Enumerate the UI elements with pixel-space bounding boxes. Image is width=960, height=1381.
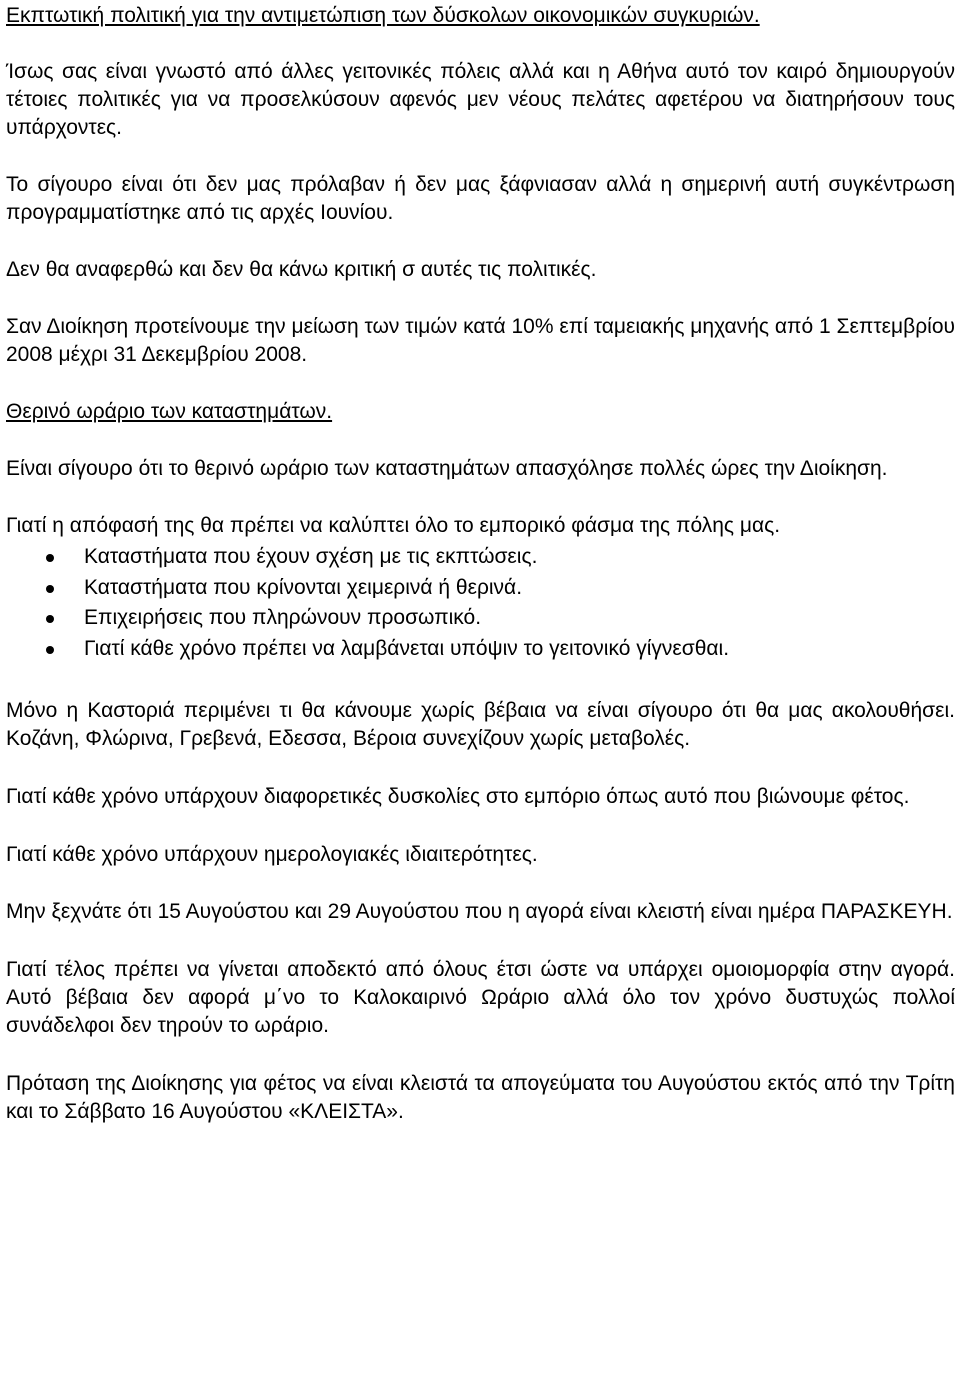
list-item: Γιατί κάθε χρόνο πρέπει να λαμβάνεται υπόψιν το γειτονικό γίγνεσθαι. (6, 634, 955, 665)
paragraph-kastoria-neighbors: Μόνο η Καστοριά περιμένει τι θα κάνουμε χωρίς βέβαια να είναι σίγουρο ότι θα μας ακολουθήσει. Κοζάνη, Φλώρινα, Γρεβενά, Εδεσσα, Βέροια συνεχίζουν χωρίς μεταβολές. (6, 699, 955, 750)
paragraph-yearly-difficulties: Γιατί κάθε χρόνο υπάρχουν διαφορετικές δυσκολίες στο εμπόριο όπως αυτό που βιώνουμε φέτος. (6, 785, 910, 808)
paragraph-summer-hours-administration: Είναι σίγουρο ότι το θερινό ωράριο των καταστημάτων απασχόλησε πολλές ώρες την Διοίκηση. (6, 457, 888, 480)
document-page (6, 0, 955, 1126)
paragraph-calendar-particularities: Γιατί κάθε χρόνο υπάρχουν ημερολογιακές ιδιαιτερότητες. (6, 843, 538, 866)
list-item: Καταστήματα που έχουν σχέση με τις εκπτώσεις. (6, 542, 955, 573)
paragraph-price-reduction-proposal: Σαν Διοίκηση προτείνουμε την μείωση των τιμών κατά 10% επί ταμειακής μηχανής από 1 Σεπτεμβρίου 2008 μέχρι 31 Δεκεμβρίου 2008. (6, 315, 955, 366)
bullet-dot-icon (46, 554, 54, 562)
subheading-summer-hours: Θερινό ωράριο των καταστημάτων. (6, 400, 333, 423)
paragraph-administration-proposal: Πρόταση της Διοίκησης για φέτος να είναι κλειστά τα απογεύματα του Αυγούστου εκτός από την Τρίτη και το Σάββατο 16 Αυγούστου «ΚΛΕΙΣΤΑ». (6, 1072, 955, 1123)
list-item: Επιχειρήσεις που πληρώνουν προσωπικό. (6, 603, 955, 634)
bullet-dot-icon (46, 585, 54, 593)
bullet-dot-icon (46, 615, 54, 623)
paragraph-august-holidays: Μην ξεχνάτε ότι 15 Αυγούστου και 29 Αυγούστου που η αγορά είναι κλειστή είναι ημέρα ΠΑΡΑΣΚΕΥΗ. (6, 900, 953, 923)
paragraph-meeting-scheduled: Το σίγουρο είναι ότι δεν μας πρόλαβαν ή δεν μας ξάφνιασαν αλλά η σημερινή αυτή συγκέντρωση προγραμματίστηκε από τις αρχές Ιουνίου. (6, 173, 955, 224)
bullet-dot-icon (46, 646, 54, 654)
heading-discount-policy: Εκπτωτική πολιτική για την αντιμετώπιση των δύσκολων οικονομικών συγκυριών. (6, 4, 760, 27)
paragraph-no-criticism: Δεν θα αναφερθώ και δεν θα κάνω κριτική σ αυτές τις πολιτικές. (6, 258, 597, 281)
paragraph-commercial-spectrum: Γιατί η απόφασή της θα πρέπει να καλύπτει όλο το εμπορικό φάσμα της πόλης μας. (6, 514, 781, 537)
paragraph-neighboring-cities: Ίσως σας είναι γνωστό από άλλες γειτονικές πόλεις αλλά και η Αθήνα αυτό τον καιρό δημιουργούν τέτοιες πολιτικές για να προσελκύσουν αφενός μεν νέους πελάτες αφετέρου να διατηρήσουν τους υπάρχοντες. (6, 60, 955, 139)
paragraph-uniformity: Γιατί τέλος πρέπει να γίνεται αποδεκτό από όλους έτσι ώστε να υπάρχει ομοιομορφία στην αγορά. Αυτό βέβαια δεν αφορά μ΄νο το Καλοκαιρινό Ωράριο αλλά όλο τον χρόνο δυστυχώς πολλοί συνάδελφοι δεν τηρούν το ωράριο. (6, 958, 955, 1037)
bullet-list (6, 542, 955, 664)
list-item: Καταστήματα που κρίνονται χειμερινά ή θερινά. (6, 573, 955, 604)
